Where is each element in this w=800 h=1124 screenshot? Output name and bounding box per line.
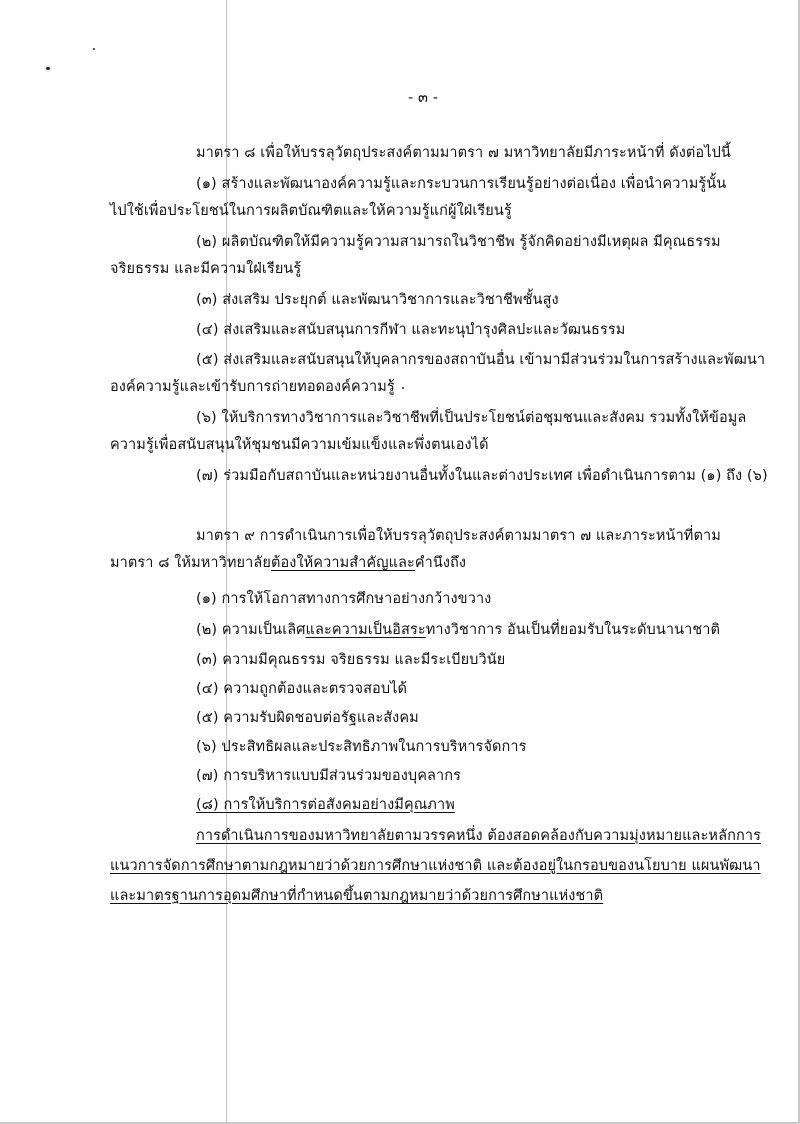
section-8-intro: มาตรา ๘ เพื่อให้บรรลุวัตถุประสงค์ตามมาตรา ๗ มหาวิทยาลัยมีภาระหน้าที่ ดังต่อไปนี้ (196, 145, 731, 161)
section-8-item-7: (๗) ร่วมมือกับสถาบันและหน่วยงานอื่นทั้งในและต่างประเทศ เพื่อดำเนินการตาม (๑) ถึง (๖) (196, 468, 768, 484)
scan-speck (402, 387, 404, 389)
scan-speck (46, 67, 50, 70)
section-8-item-1-cont: ไปใช้เพื่อประโยชน์ในการผลิตบัณฑิตและให้ความรู้แก่ผู้ใฝ่เรียนรู้ (110, 203, 512, 219)
section-9-paragraph-line-2: แนวการจัดการศึกษาตามกฎหมายว่าด้วยการศึกษาแห่งชาติ และต้องอยู่ในกรอบของนโยบาย แผนพัฒนา (110, 858, 761, 874)
scan-speck (93, 48, 95, 50)
section-9-item-2 (196, 620, 720, 640)
section-9-paragraph-line-1: การดำเนินการของมหาวิทยาลัยตามวรรคหนึ่ง ต้องสอดคล้องกับความมุ่งหมายและหลักการ (196, 828, 761, 844)
section-9-item-6: (๖) ประสิทธิผลและประสิทธิภาพในการบริหารจัดการ (196, 739, 527, 755)
section-8-item-1: (๑) สร้างและพัฒนาองค์ความรู้และกระบวนการเรียนรู้อย่างต่อเนื่อง เพื่อนำความรู้นั้น (196, 176, 727, 192)
section-9-paragraph-line-3: และมาตรฐานการอุดมศึกษาที่กำหนดขึ้นตามกฎหมายว่าด้วยการศึกษาแห่งชาติ (110, 888, 604, 904)
section-9-intro-end: คำนึงถึง (414, 555, 467, 571)
section-9-item-8: (๘) การให้บริการต่อสังคมอย่างมีคุณภาพ (196, 797, 455, 813)
section-9-item-2-text: (๒) ความเป็นเลิศ (196, 622, 306, 638)
section-8-item-2-cont: จริยธรรม และมีความใฝ่เรียนรู้ (110, 261, 302, 277)
section-9-item-5: (๕) ความรับผิดชอบต่อรัฐและสังคม (196, 710, 419, 726)
section-9-item-2-end: ทางวิชาการ อันเป็นที่ยอมรับในระดับนานาชาติ (425, 622, 721, 638)
section-8-item-6-cont: ความรู้เพื่อสนับสนุนให้ชุมชนมีความเข้มแข็งและพึ่งตนเองได้ (110, 437, 489, 453)
section-8-item-2: (๒) ผลิตบัณฑิตให้มีความรู้ความสามารถในวิชาชีพ รู้จักคิดอย่างมีเหตุผล มีคุณธรรม (196, 234, 721, 250)
section-9-intro-underlined: ต้องให้ความสำคัญและ (270, 555, 415, 571)
section-8-item-5: (๕) ส่งเสริมและสนับสนุนให้บุคลากรของสถาบันอื่น เข้ามามีส่วนร่วมในการสร้างและพัฒนา (196, 352, 766, 368)
section-9-item-4: (๔) ความถูกต้องและตรวจสอบได้ (196, 681, 408, 697)
section-9-intro: มาตรา ๙ การดำเนินการเพื่อให้บรรลุวัตถุประสงค์ตามมาตรา ๗ และภาระหน้าที่ตาม (196, 528, 721, 544)
section-8-item-3: (๓) ส่งเสริม ประยุกต์ และพัฒนาวิชาการและวิชาชีพชั้นสูง (196, 292, 559, 308)
section-9-item-1: (๑) การให้โอกาสทางการศึกษาอย่างกว้างขวาง (196, 591, 492, 607)
section-8-item-5-cont: องค์ความรู้และเข้ารับการถ่ายทอดองค์ความรู้ (110, 379, 395, 395)
section-8-item-4: (๔) ส่งเสริมและสนับสนุนการกีฬา และทะนุบำรุงศิลปะและวัฒนธรรม (196, 322, 626, 338)
section-8-item-6: (๖) ให้บริการทางวิชาการและวิชาชีพที่เป็นประโยชน์ต่อชุมชนและสังคม รวมทั้งให้ข้อมูล (196, 410, 747, 426)
section-9-item-7: (๗) การบริหารแบบมีส่วนร่วมของบุคลากร (196, 768, 462, 784)
section-9-item-3: (๓) ความมีคุณธรรม จริยธรรม และมีระเบียบวินัย (196, 652, 506, 668)
section-9-intro-text: มาตรา ๘ ให้มหาวิทยาลัย (110, 555, 271, 571)
section-9-item-2-underlined: และความเป็นอิสระ (305, 622, 426, 638)
page-number: - ๓ - (408, 90, 439, 106)
section-9-intro-cont (110, 553, 466, 573)
